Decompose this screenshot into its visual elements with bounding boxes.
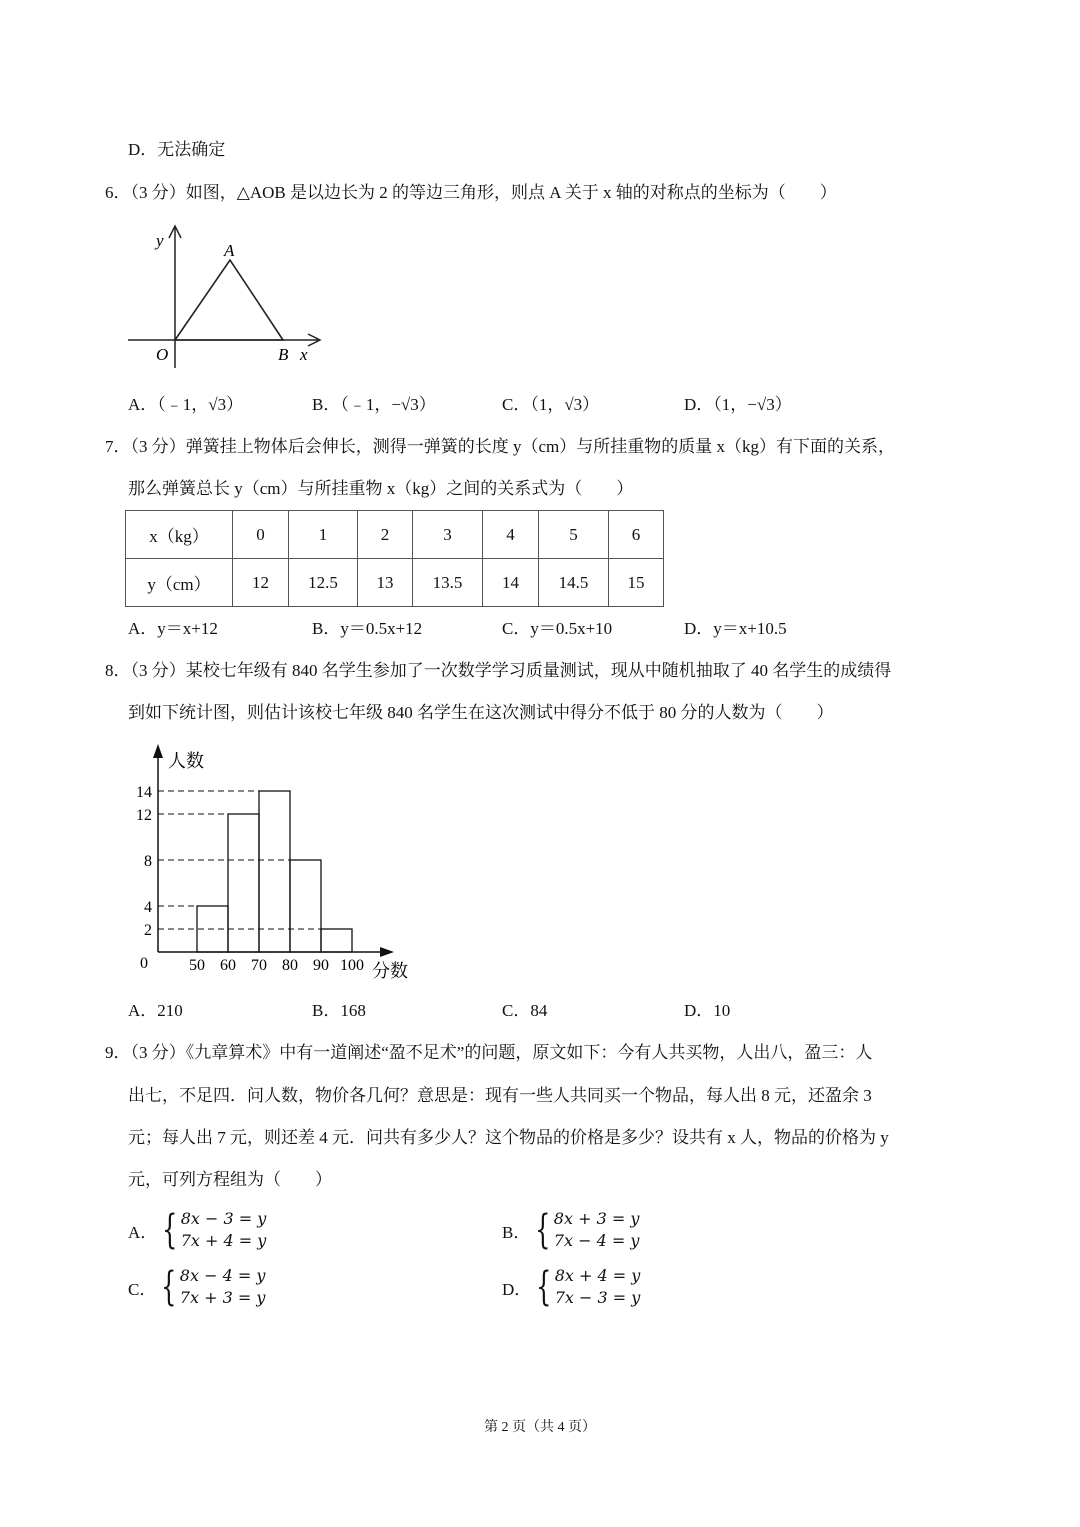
y-tick-label: 14 <box>136 784 152 801</box>
equation: 7x + 4 = y <box>180 1231 267 1250</box>
q8-stem-line1: 8．（3 分）某校七年级有 840 名学生参加了一次数学学习质量测试，现从中随机抽取了 40 名学生的成绩得 <box>105 661 892 680</box>
y-tick-label: 2 <box>144 922 152 939</box>
q9-stem-line4: 元，可列方程组为（ ） <box>128 1170 332 1189</box>
x-tick-label: 70 <box>251 957 267 974</box>
x-axis-title: 分数 <box>372 961 408 981</box>
histogram-bar <box>290 860 321 952</box>
y-tick-label: 8 <box>144 853 152 870</box>
page-footer: 第 2 页（共 4 页） <box>484 1420 596 1435</box>
q8-option-d[interactable]: D．10 <box>684 1001 731 1020</box>
q9-stem-line1: 9．（3 分）《九章算术》中有一道阐述“盈不足术”的问题，原文如下：今有人共买物，人出八，盈三：人 <box>105 1043 873 1062</box>
table-cell: 6 <box>609 511 664 559</box>
option-label: A． <box>128 1222 158 1242</box>
equation: 8x − 3 = y <box>180 1209 267 1228</box>
y-axis-title: 人数 <box>168 751 204 771</box>
q7-option-b[interactable]: B．y＝0.5x+12 <box>312 619 423 638</box>
q6-stem: 6．（3 分）如图，△AOB 是以边长为 2 的等边三角形，则点 A 关于 x 轴的对称点的坐标为（ ） <box>105 183 837 202</box>
row-header: x（kg） <box>126 511 233 559</box>
row-header: y（cm） <box>126 559 233 607</box>
q9-option-a[interactable] <box>128 1208 266 1252</box>
option-label: D． <box>502 1279 532 1299</box>
q6-option-c[interactable]: C．（1，√3） <box>502 395 600 414</box>
q7-option-d[interactable]: D．y＝x+10.5 <box>684 619 787 638</box>
q7-stem-line1: 7．（3 分）弹簧挂上物体后会伸长，测得一弹簧的长度 y（cm）与所挂重物的质量 x（kg）有下面的关系， <box>105 437 896 456</box>
equation: 8x + 3 = y <box>553 1209 640 1228</box>
table-cell: 3 <box>413 511 483 559</box>
table-cell: 14.5 <box>539 559 609 607</box>
q8-stem-line2: 到如下统计图，则估计该校七年级 840 名学生在这次测试中得分不低于 80 分的人数为（ ） <box>128 703 834 722</box>
point-a-label: A <box>224 241 235 260</box>
origin-label: 0 <box>140 955 148 972</box>
q7-option-c[interactable]: C．y＝0.5x+10 <box>502 619 613 638</box>
q6-option-d[interactable]: D．（1，−√3） <box>684 395 792 414</box>
table-cell: 12 <box>233 559 289 607</box>
point-o-label: O <box>156 345 169 364</box>
table-cell: 13 <box>358 559 413 607</box>
q9-option-b[interactable] <box>502 1208 639 1252</box>
equation: 8x − 4 = y <box>179 1266 266 1285</box>
y-axis-label: y <box>156 231 164 250</box>
histogram-bar <box>321 929 352 952</box>
table-row <box>126 559 664 607</box>
equation: 7x − 3 = y <box>554 1288 641 1307</box>
q9-stem-line2: 出七，不足四．问人数，物价各几何？意思是：现有一些人共同买一个物品，每人出 8 元，还盈余 3 <box>128 1086 872 1105</box>
q6-option-b[interactable]: B．（﹣1，−√3） <box>312 395 436 414</box>
score-histogram <box>120 740 420 990</box>
brace-icon: { <box>161 1264 177 1310</box>
table-cell: 5 <box>539 511 609 559</box>
table-row <box>126 511 664 559</box>
x-tick-label: 90 <box>313 957 329 974</box>
q5-option-d: D．无法确定 <box>128 140 226 159</box>
x-tick-label: 60 <box>220 957 236 974</box>
q7-option-a[interactable]: A．y＝x+12 <box>128 619 218 638</box>
point-b-label: B <box>278 345 289 364</box>
x-axis-label: x <box>300 345 308 364</box>
table-cell: 15 <box>609 559 664 607</box>
spring-table <box>125 510 664 607</box>
table-cell: 12.5 <box>289 559 358 607</box>
table-cell: 13.5 <box>413 559 483 607</box>
brace-icon: { <box>535 1207 551 1253</box>
q6-option-a[interactable]: A．（﹣1，√3） <box>128 395 244 414</box>
y-tick-label: 4 <box>144 899 152 916</box>
option-label: B． <box>502 1222 531 1242</box>
q7-stem-line2: 那么弹簧总长 y（cm）与所挂重物 x（kg）之间的关系式为（ ） <box>128 479 634 498</box>
q9-stem-line3: 元；每人出 7 元，则还差 4 元．问共有多少人？这个物品的价格是多少？设共有 x 人，物品的价格为 y <box>128 1128 889 1147</box>
table-cell: 14 <box>483 559 539 607</box>
q8-option-b[interactable]: B．168 <box>312 1001 366 1020</box>
q8-option-c[interactable]: C．84 <box>502 1001 548 1020</box>
table-cell: 4 <box>483 511 539 559</box>
histogram-bar <box>259 791 290 952</box>
x-tick-label: 80 <box>282 957 298 974</box>
table-cell: 0 <box>233 511 289 559</box>
q9-option-d[interactable] <box>502 1265 640 1309</box>
equation: 7x + 3 = y <box>179 1288 266 1307</box>
triangle-figure <box>120 220 340 370</box>
brace-icon: { <box>162 1207 178 1253</box>
y-tick-label: 12 <box>136 807 152 824</box>
option-label: C． <box>128 1279 157 1299</box>
q9-option-c[interactable] <box>128 1265 265 1309</box>
equation: 8x + 4 = y <box>554 1266 641 1285</box>
q8-option-a[interactable]: A．210 <box>128 1001 183 1020</box>
equation: 7x − 4 = y <box>553 1231 640 1250</box>
table-cell: 2 <box>358 511 413 559</box>
table-cell: 1 <box>289 511 358 559</box>
x-tick-label: 50 <box>189 957 205 974</box>
brace-icon: { <box>536 1264 552 1310</box>
x-tick-label: 100 <box>340 957 364 974</box>
histogram-bar <box>228 814 259 952</box>
